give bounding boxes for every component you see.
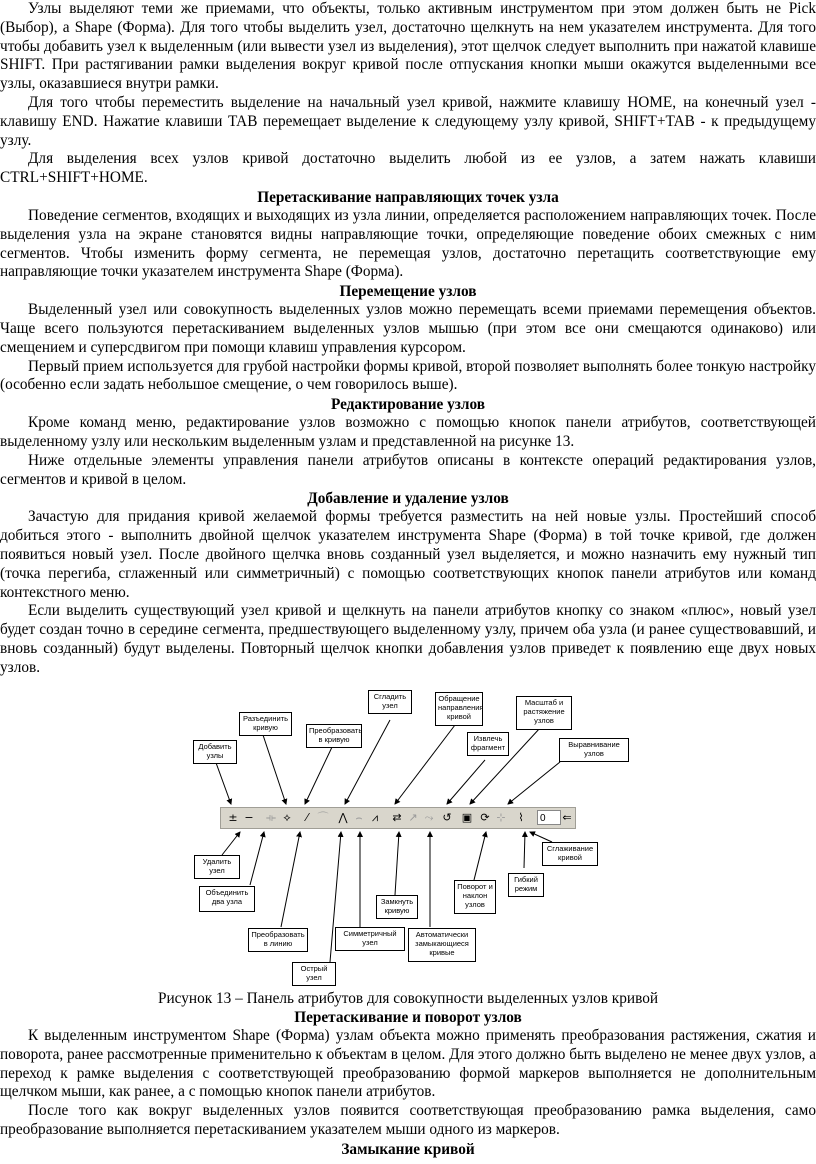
section-heading: Замыкание кривой (341, 1140, 475, 1158)
paragraph: Кроме команд меню, редактирование узлов возможно с помощью кнопок панели атрибутов, соответствующей выделенному узлу или нескольким выделенным узлам и представленной на рисунке 13. (0, 414, 816, 450)
figure-caption: Рисунок 13 – Панель атрибутов для совокупности выделенных узлов кривой (157, 990, 659, 1007)
symmetric-icon[interactable]: ⩘ (371, 811, 379, 824)
align-icon[interactable]: ⊹ (496, 811, 506, 824)
callout-scale-nodes: Масштаб и растяжение узлов (516, 696, 572, 730)
paragraph: После того как вокруг выделенных узлов появится соответствующая преобразованию рамка выделения, само преобразование выполняется перетаскиванием указателем мыши одного из маркеров. (0, 1102, 816, 1138)
extend-icon[interactable]: ↗ (408, 811, 418, 824)
callout-align-nodes: Выравнивание узлов (559, 738, 629, 762)
callout-close-curve: Замкнуть кривую (376, 895, 418, 919)
figure-attribute-bar (0, 690, 816, 990)
attribute-toolbar (220, 807, 576, 829)
autoclose-icon[interactable]: ↺ (442, 811, 452, 824)
callout-to-line: Преобразовать в линию (248, 928, 308, 952)
callout-reverse-direction: Обращение направления кривой (435, 692, 483, 726)
reverse-icon[interactable]: ⇄ (392, 811, 402, 824)
paragraph: Для того чтобы переместить выделение на начальный узел кривой, нажмите клавишу HOME, на конечный узел - клавишу END. Нажатие клавиши TAB перемещает выделение к следующему узлу кривой, SHIFT+TAB - к предыдущему узлу. (0, 93, 816, 149)
callout-smoothing: Сглаживание кривой (542, 842, 598, 866)
callout-add-nodes: Добавить узлы (193, 740, 237, 764)
paragraph: Первый прием используется для грубой настройки формы кривой, второй позволяет выполнять более тонкую настройку (особенно если задать небольшое смещение, о чем говорилось выше). (0, 357, 816, 394)
scale-icon[interactable]: ▣ (461, 811, 473, 824)
curve-icon[interactable]: ⌒ (317, 811, 329, 824)
paragraph: Для выделения всех узлов кривой достаточно выделить любой из ее узлов, а затем нажать клавиши CTRL+SHIFT+HOME. (0, 150, 816, 187)
smoothing-value-field[interactable]: 0 (537, 810, 561, 825)
paragraph: Выделенный узел или совокупность выделенных узлов можно перемещать всеми приемами перемещения объектов. Чаще всего пользуются перетаскиванием выделенных узлов мышью (при этом все они смещаются одинаково) или смещением и суперсдвигом при помощи клавиш управления курсором. (0, 301, 816, 356)
section-heading: Перетаскивание направляющих точек узла (257, 188, 559, 206)
paragraph: Ниже отдельные элементы управления панели атрибутов описаны в контексте операций редактирования узлов, сегментов и кривой в целом. (0, 451, 816, 488)
paragraph: К выделенным инструментом Shape (Форма) узлам объекта можно применять преобразования растяжения, сжатия и поворота, ранее рассмотренные применительно к объектам в целом. Для этого должно быть выделено не менее двух узлов, а переход к рамке выделения с соответствующей преобразованию формой маркеров выполняется не дополнительным щелчком мыши, как ранее, а с помощью кнопок панели атрибутов. (0, 1027, 816, 1101)
callout-to-curve: Преобразовать в кривую (306, 724, 362, 748)
callout-rotate-nodes: Поворот и наклон узлов (454, 880, 496, 914)
break-icon[interactable]: ⟡ (283, 811, 291, 824)
elastic-icon[interactable]: ⌇ (518, 811, 524, 824)
callout-smooth-node: Сгладить узел (368, 690, 412, 714)
line-icon[interactable]: ⁄ (306, 811, 308, 824)
smooth-icon[interactable]: ⌢ (355, 811, 363, 824)
minus-icon[interactable]: − (244, 811, 254, 824)
callout-symmetric-node: Симметричный узел (335, 927, 405, 951)
section-heading: Редактирование узлов (330, 396, 486, 414)
callout-break-curve: Разъединить кривую (239, 712, 292, 736)
text-block-bottom (0, 1008, 816, 1159)
paragraph: Зачастую для придания кривой желаемой формы требуется разместить на ней новые узлы. Простейший способ добиться этого - выполнить двойной щелчок указателем инструмента Shape (Форма) в той точке кривой, где должен появиться новый узел. После двойного щелчка вновь созданный узел выделяется, и можно назначить ему нужный тип (точка перегиба, сглаженный или симметричный) с помощью соответствующих кнопок панели атрибутов или команд контекстного меню. (0, 508, 816, 601)
callout-extract-fragment: Извлечь фрагмент (467, 732, 509, 756)
callout-join-nodes: Объединить два узла (199, 886, 255, 912)
rotate-icon[interactable]: ⟳ (480, 811, 490, 824)
callout-cusp-node: Острый узел (292, 962, 336, 986)
plus-icon[interactable]: ± (228, 811, 238, 824)
callout-elastic-mode: Гибкий режим (508, 873, 544, 897)
section-heading: Перетаскивание и поворот узлов (294, 1009, 522, 1026)
paragraph: Если выделить существующий узел кривой и щелкнуть на панели атрибутов кнопку со знаком «плюс», новый узел будет создан точно в середине сегмента, предшествующего выделенному узлу, причем оба узла (и ранее существовавший, и вновь созданный) будут выделены. Повторный щелчок кнопки добавления узлов приведет к появлению еще двух новых узлов. (0, 602, 816, 676)
smoothing-icon[interactable]: ⇐ (562, 811, 572, 824)
section-heading: Добавление и удаление узлов (307, 490, 509, 508)
callout-delete-node: Удалить узел (194, 855, 240, 879)
section-heading: Перемещение узлов (339, 283, 477, 301)
callout-autoclose: Автоматически замыкающиеся кривые (408, 928, 476, 962)
join-icon[interactable]: ⟛ (266, 811, 276, 824)
paragraph: Поведение сегментов, входящих и выходящих из узла линии, определяется расположением направляющих точек. После выделения узла на экране становятся видны направляющие точки, определяющие поведение обоих смежных с ним сегментов. Чтобы изменить форму сегмента, не перемещая узлов, достаточно перетащить соответствующие ему направляющие точки указателем инструмента Shape (Форма). (0, 206, 816, 281)
extract-icon[interactable]: ⤳ (424, 811, 434, 824)
paragraph: Узлы выделяют теми же приемами, что объекты, только активным инструментом при этом должен быть не Pick (Выбор), а Shape (Форма). Для того чтобы выделить узел, достаточно щелкнуть на нем указателем инструмента. Для того чтобы добавить узел к выделенным (или вывести узел из выделения), этот щелчок следует выполнить при нажатой клавише SHIFT. При растягивании рамки выделения вокруг кривой после отпускания кнопки мыши окажутся выделенными все узлы, оказавшиеся внутри рамки. (0, 0, 816, 93)
cusp-icon[interactable]: ⋀ (338, 811, 348, 824)
